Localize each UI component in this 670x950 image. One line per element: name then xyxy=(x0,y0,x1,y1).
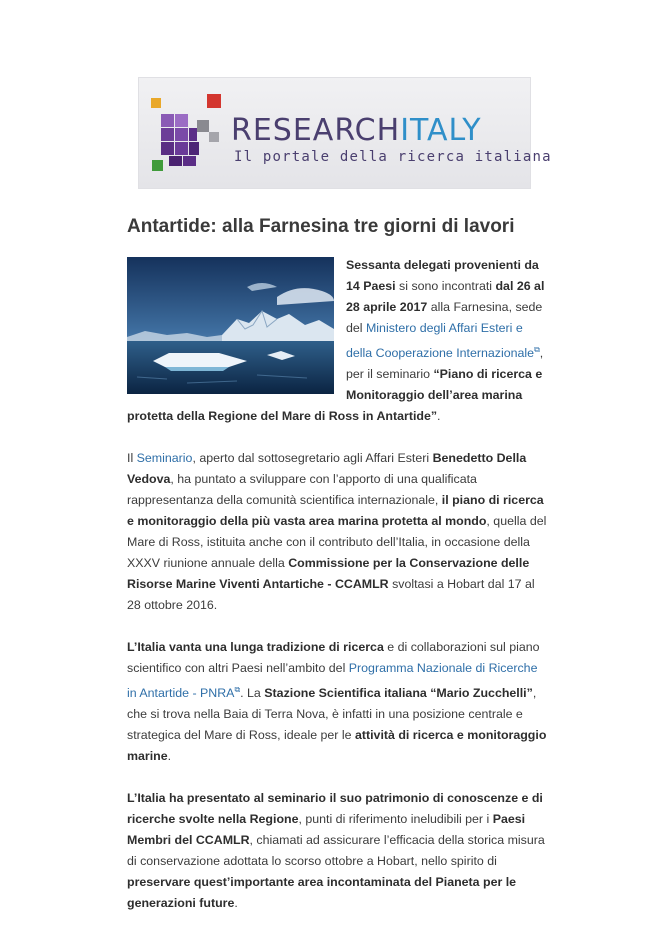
p4-text-3: . xyxy=(234,896,238,911)
p1-bold-3: “Piano di ricerca e Monitoraggio dell’area marina protetta della Regione del Mare di Ross in Antartide” xyxy=(127,367,543,424)
p1-bold-1: Sessanta delegati provenienti da 14 Paesi xyxy=(346,258,539,293)
article-paragraph-2 xyxy=(127,448,547,616)
site-header-banner[interactable] xyxy=(138,77,552,189)
p4-text-2: , chiamati ad assicurare l’efficacia della storica misura di conservazione adottata lo scorso ottobre a Hobart, nello spirito di xyxy=(127,833,545,869)
seminario-link[interactable]: Seminario xyxy=(136,451,193,466)
p3-text-3: , che si trova nella Baia di Terra Nova, è infatti in una posizione centrale e strategica del Mare di Ross, ideale per le xyxy=(127,686,537,743)
article-body xyxy=(127,255,547,935)
pnra-link[interactable]: Programma Nazionale di Ricerche in Antartide - PNRA xyxy=(127,661,538,701)
p2-text-0: Il xyxy=(127,451,137,466)
p4-bold-2: Paesi Membri del CCAMLR xyxy=(127,812,526,848)
p2-text-3: , quella del Mare di Ross, istituita anche con il contributo dell’Italia, in occasione della XXXV riunione annuale della xyxy=(127,514,547,571)
p4-bold-3: preservare quest’importante area incontaminata del Pianeta per le generazioni future xyxy=(127,875,517,911)
p2-text-2: , ha puntato a sviluppare con l’apporto di una qualificata rappresentanza della comunità scientifica internazionale, xyxy=(127,472,477,508)
p4-text-1: , punti di riferimento ineludibili per i xyxy=(298,812,493,827)
p3-text-1: e di collaborazioni sul piano scientifico con altri Paesi nell’ambito del xyxy=(127,640,540,676)
p3-bold-1: L’Italia vanta una lunga tradizione di ricerca xyxy=(127,640,384,655)
p1-text-4: . xyxy=(437,409,441,424)
p2-bold-2: il piano di ricerca e monitoraggio della più vasta area marina protetta al mondo xyxy=(127,493,544,529)
p2-bold-1: Benedetto Della Vedova xyxy=(127,451,527,487)
article-paragraph-4 xyxy=(127,788,547,914)
p2-text-1: , aperto dal sottosegretario agli Affari Esteri xyxy=(192,451,433,466)
p3-bold-3: attività di ricerca e monitoraggio marine xyxy=(127,728,547,764)
p4-bold-1: L’Italia ha presentato al seminario il suo patrimonio di conoscenze e di ricerche svolte nella Regione xyxy=(127,791,543,827)
brand-name xyxy=(231,115,482,147)
p2-bold-3: Commissione per la Conservazione delle Risorse Marine Viventi Antartiche - CCAMLR xyxy=(127,556,530,592)
p1-text-2: alla Farnesina, sede del xyxy=(346,300,543,335)
antarctic-icebergs-photo xyxy=(127,257,334,394)
article-title: Antartide: alla Farnesina tre giorni di lavori xyxy=(127,216,515,237)
research-italy-cube-logo xyxy=(147,90,229,176)
ministero-link[interactable]: Ministero degli Affari Esteri e della Cooperazione Internazionale xyxy=(346,321,535,361)
brand-italy-text: ITALY xyxy=(400,113,482,148)
brand-research-text: RESEARCH xyxy=(231,113,401,148)
p1-text-3: , per il seminario xyxy=(346,346,544,382)
p2-text-4: svoltasi a Hobart dal 17 al 28 ottobre 2016. xyxy=(127,577,535,613)
brand-tagline: Il portale della ricerca italiana xyxy=(234,149,552,165)
p1-text-1: si sono incontrati xyxy=(395,279,496,293)
external-link-icon: ⧉ xyxy=(534,345,540,354)
p3-bold-2: Stazione Scientifica italiana “Mario Zucchelli” xyxy=(264,686,533,701)
p3-text-4: . xyxy=(167,749,172,764)
article-paragraph-3 xyxy=(127,637,547,767)
external-link-icon: ⧉ xyxy=(234,685,241,695)
p3-text-2: . La xyxy=(240,686,265,701)
p1-bold-2: dal 26 al 28 aprile 2017 xyxy=(346,279,545,314)
